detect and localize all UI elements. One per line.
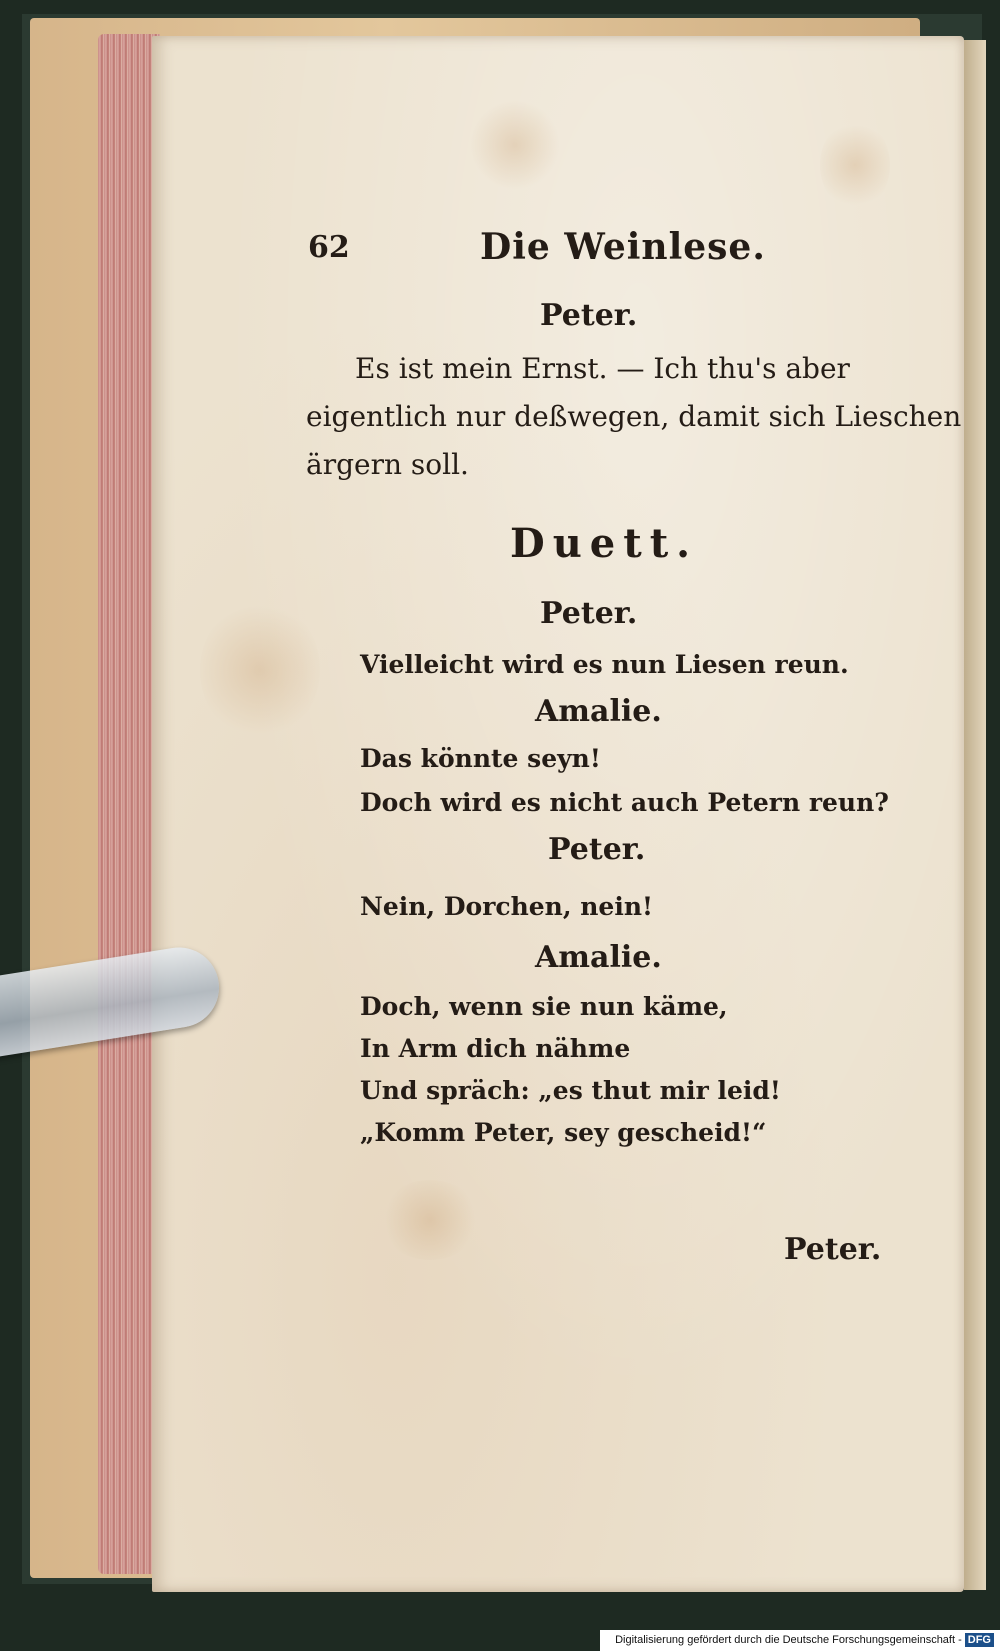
verse-line: Nein, Dorchen, nein! xyxy=(360,892,653,921)
digitization-credit xyxy=(600,1630,1000,1651)
dfg-logo: DFG xyxy=(965,1633,994,1647)
paper-stain xyxy=(820,120,890,210)
speaker-name: Peter. xyxy=(540,596,638,631)
next-page-edge xyxy=(964,40,986,1590)
paper-stain xyxy=(200,600,320,740)
speaker-name: Amalie. xyxy=(535,694,662,729)
speaker-name: Peter. xyxy=(540,298,638,333)
page-number: 62 xyxy=(308,230,350,265)
verse-line: Vielleicht wird es nun Liesen reun. xyxy=(360,650,849,679)
speech-line: ärgern soll. xyxy=(306,448,469,481)
speech-line: Es ist mein Ernst. — Ich thu's aber xyxy=(355,352,850,385)
credit-text: Digitalisierung gefördert durch die Deutsche Forschungsgemeinschaft - xyxy=(615,1634,962,1646)
speech-line: eigentlich nur deßwegen, damit sich Lieschen xyxy=(306,400,962,433)
speaker-name: Amalie. xyxy=(535,940,662,975)
speaker-name: Peter. xyxy=(548,832,646,867)
verse-line: Doch, wenn sie nun käme, xyxy=(360,992,728,1021)
paper-stain xyxy=(470,100,560,190)
verse-line: „Komm Peter, sey gescheid!“ xyxy=(360,1118,767,1147)
page-edges xyxy=(98,34,160,1574)
verse-line: Das könnte seyn! xyxy=(360,744,601,773)
verse-line: In Arm dich nähme xyxy=(360,1034,631,1063)
paper-stain xyxy=(380,1180,480,1260)
section-title: Duett. xyxy=(510,520,699,567)
verse-line: Doch wird es nicht auch Petern reun? xyxy=(360,788,889,817)
running-title: Die Weinlese. xyxy=(480,226,766,268)
verse-line: Und spräch: „es thut mir leid! xyxy=(360,1076,781,1105)
catchword: Peter. xyxy=(784,1232,882,1267)
